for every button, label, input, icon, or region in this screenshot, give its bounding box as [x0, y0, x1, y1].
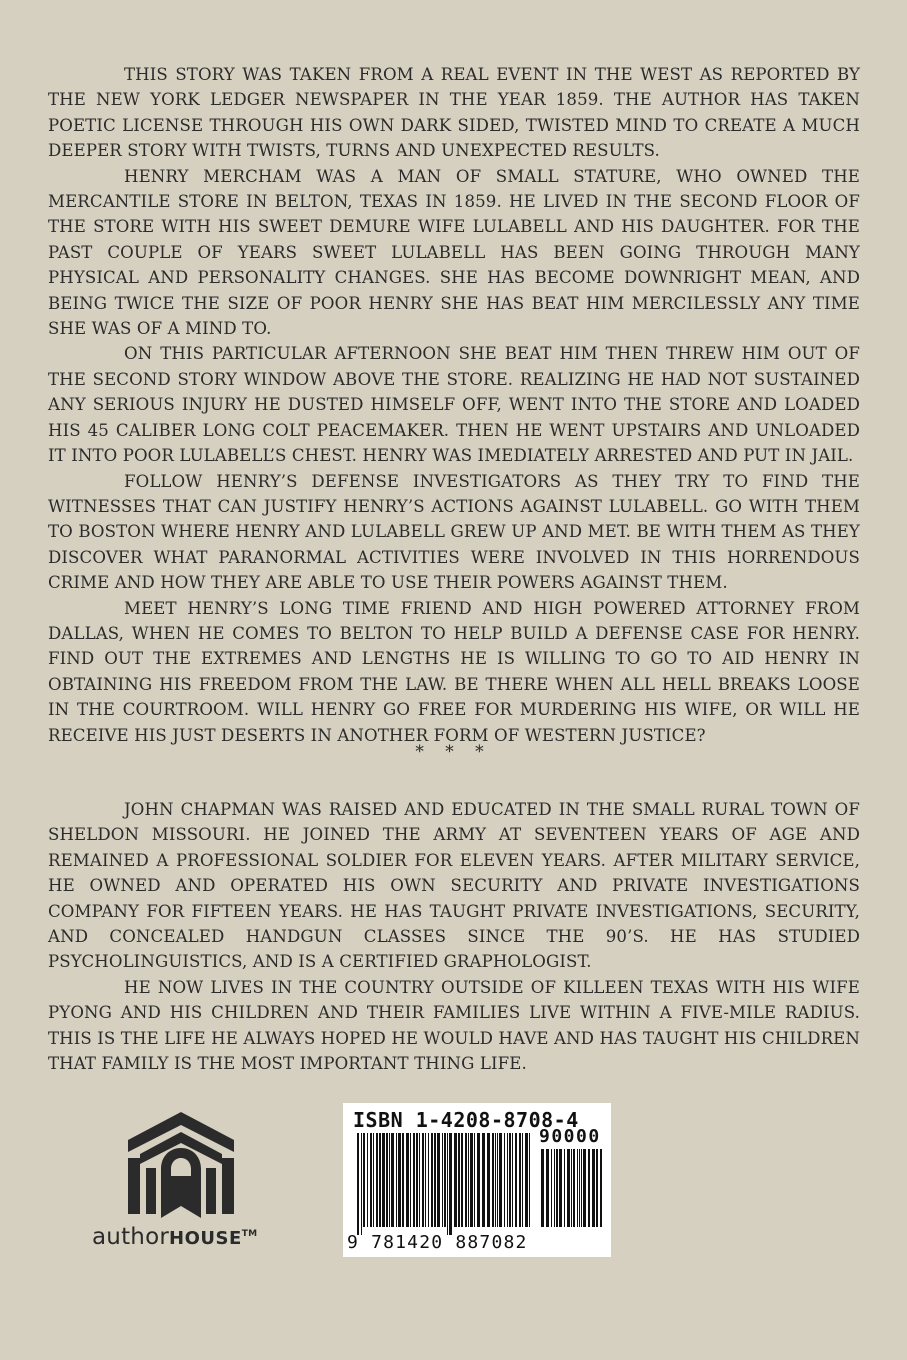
barcode-bar: [442, 1133, 443, 1227]
barcode-bar: [465, 1133, 467, 1227]
barcode-bar: [461, 1133, 463, 1227]
barcode-bar: [468, 1133, 469, 1227]
barcode-bar: [487, 1133, 490, 1227]
barcode-bar: [425, 1133, 426, 1227]
trademark-mark: TM: [241, 1229, 258, 1239]
barcode-bar: [596, 1149, 598, 1227]
publisher-logo: [88, 1112, 278, 1252]
synopsis-paragraph: THIS STORY WAS TAKEN FROM A REAL EVENT IN THE WEST AS REPORTED BY THE NEW YORK LEDGER NEWSPAPER IN THE YEAR 1859. THE AUTHOR HAS TAKEN POETIC LICENSE THROUGH HIS OWN DARK SIDED, TWISTED MIND TO CREATE A MUCH DEEPER STORY WITH TWISTS, TURNS AND UNEXPECTED RESULTS.: [48, 65, 860, 161]
barcode-bar: [573, 1149, 575, 1227]
barcode-bar: [556, 1149, 558, 1227]
barcode-bar: [413, 1133, 415, 1227]
barcode-bar: [419, 1133, 420, 1227]
barcode-bar: [428, 1133, 429, 1227]
barcode-bar: [370, 1133, 372, 1227]
barcode-bar: [373, 1133, 374, 1227]
barcode-bar: [504, 1133, 505, 1227]
barcode-bar: [376, 1133, 378, 1227]
barcode-bar: [379, 1133, 381, 1227]
barcode-bar: [509, 1133, 511, 1227]
barcode-bar: [541, 1149, 544, 1227]
barcode-bar: [391, 1133, 394, 1227]
barcode-bar: [522, 1133, 523, 1227]
barcode-bar: [592, 1149, 595, 1227]
barcode-bar: [434, 1133, 436, 1227]
barcode-bar: [529, 1133, 530, 1227]
barcode-bar: [431, 1133, 433, 1227]
barcode-bar: [410, 1133, 411, 1227]
ean-number: 9 781420 887082: [347, 1232, 528, 1253]
barcode-bar: [437, 1133, 440, 1227]
barcode-bar: [497, 1133, 498, 1227]
synopsis-paragraph: HENRY MERCHAM WAS A MAN OF SMALL STATURE, WHO OWNED THE MERCANTILE STORE IN BELTON, TEXAS IN 1859. HE LIVED IN THE SECOND FLOOR OF THE STORE WITH HIS SWEET DEMURE WIFE LULABELL AND HIS DAUGHTER. FOR THE PAST COUPLE OF YEARS SWEET LULABELL HAS BEEN GOING THROUGH MANY PHYSICAL AND PERSONALITY CHANGES. SHE HAS BECOME DOWNRIGHT MEAN, AND BEING TWICE THE SIZE OF POOR HENRY SHE HAS BEAT HIM MERCILESSLY ANY TIME SHE WAS OF A MIND TO.: [48, 166, 860, 339]
barcode-bar: [512, 1133, 513, 1227]
barcode-bar: [571, 1149, 572, 1227]
barcode-bar: [600, 1149, 602, 1227]
section-separator: * * *: [415, 742, 492, 762]
synopsis-paragraph: MEET HENRY’S LONG TIME FRIEND AND HIGH POWERED ATTORNEY FROM DALLAS, WHEN HE COMES TO BELTON TO HELP BUILD A DEFENSE CASE FOR HENRY. FIND OUT THE EXTREMES AND LENGTHS HE IS WILLING TO GO TO AID HENRY IN OBTAINING HIS FREEDOM FROM THE LAW. BE THERE WHEN ALL HELL BREAKS LOOSE IN THE COURTROOM. WILL HENRY GO FREE FOR MURDERING HIS WIFE, OR WILL HE RECEIVE HIS JUST DESERTS IN ANOTHER FORM OF WESTERN JUSTICE?: [48, 598, 860, 745]
barcode-bar: [454, 1133, 457, 1227]
barcode-bar: [386, 1133, 388, 1227]
synopsis-text: [48, 62, 860, 748]
barcode-bar: [470, 1133, 473, 1227]
barcode-bar: [507, 1133, 508, 1227]
barcode-bar: [367, 1133, 368, 1227]
barcode-bar: [474, 1133, 475, 1227]
barcode-bar: [389, 1133, 390, 1227]
synopsis-paragraph: FOLLOW HENRY’S DEFENSE INVESTIGATORS AS THEY TRY TO FIND THE WITNESSES THAT CAN JUSTIFY HENRY’S ACTIONS AGAINST LULABELL. GO WITH THEM TO BOSTON WHERE HENRY AND LULABELL GREW UP AND MET. BE WITH THEM AS THEY DISCOVER WHAT PARANORMAL ACTIVITIES WERE INVOLVED IN THIS HORRENDOUS CRIME AND HOW THEY ARE ABLE TO USE THEIR POWERS AGAINST THEM.: [48, 471, 860, 593]
isbn-barcode: [343, 1103, 611, 1257]
barcode-bar: [499, 1133, 502, 1227]
barcode-bar: [492, 1133, 494, 1227]
barcode-bar: [422, 1133, 424, 1227]
barcode-bar: [382, 1133, 385, 1227]
publisher-name-part2: HOUSE: [169, 1228, 242, 1249]
barcode-bar: [588, 1149, 590, 1227]
barcode-bar: [559, 1149, 562, 1227]
barcode-bar: [525, 1133, 528, 1227]
isbn-label: ISBN 1-4208-8708-4: [353, 1108, 579, 1132]
barcode-bar: [444, 1133, 446, 1227]
publisher-name-part1: author: [92, 1224, 169, 1250]
barcode-bar: [363, 1133, 365, 1227]
barcode-bar: [554, 1149, 555, 1227]
barcode-bar: [357, 1133, 359, 1235]
barcode-bar: [447, 1133, 448, 1235]
barcode-bar: [495, 1133, 496, 1227]
barcode-bar: [402, 1133, 404, 1227]
bio-paragraph: HE NOW LIVES IN THE COUNTRY OUTSIDE OF KILLEEN TEXAS WITH HIS WIFE PYONG AND HIS CHILDREN AND THEIR FAMILIES LIVE WITHIN A FIVE-MILE RADIUS. THIS IS THE LIFE HE ALWAYS HOPED HE WOULD HAVE AND HAS TAUGHT HIS CHILDREN THAT FAMILY IS THE MOST IMPORTANT THING LIFE.: [48, 977, 860, 1074]
barcode-bar: [482, 1133, 485, 1227]
publisher-name: [92, 1224, 257, 1250]
addon-bars: [541, 1149, 603, 1235]
barcode-bar: [567, 1149, 570, 1227]
barcode-bar: [583, 1149, 586, 1227]
barcode-bar: [449, 1133, 452, 1235]
barcode-bar: [477, 1133, 480, 1227]
barcode-bar: [416, 1133, 418, 1227]
barcode-bar: [564, 1149, 565, 1227]
barcode-bar: [458, 1133, 460, 1227]
house-bookmark-icon: [128, 1112, 234, 1220]
ean-bars: [357, 1133, 533, 1235]
barcode-bar: [579, 1149, 580, 1227]
barcode-bar: [396, 1133, 397, 1227]
barcode-bar: [519, 1133, 521, 1227]
barcode-bar: [361, 1133, 362, 1235]
barcode-bar: [577, 1149, 578, 1227]
addon-number: 90000: [539, 1126, 601, 1147]
barcode-bar: [581, 1149, 582, 1227]
barcode-bar: [546, 1149, 549, 1227]
bio-paragraph: JOHN CHAPMAN WAS RAISED AND EDUCATED IN THE SMALL RURAL TOWN OF SHELDON MISSOURI. HE JOINED THE ARMY AT SEVENTEEN YEARS OF AGE AND REMAINED A PROFESSIONAL SOLDIER FOR ELEVEN YEARS. AFTER MILITARY SERVICE, HE OWNED AND OPERATED HIS OWN SECURITY AND PRIVATE INVESTIGATIONS COMPANY FOR FIFTEEN YEARS. HE HAS TAUGHT PRIVATE INVESTIGATIONS, SECURITY, AND CONCEALED HANDGUN CLASSES SINCE THE 90’S. HE HAS STUDIED PSYCHOLINGUISTICS, AND IS A CERTIFIED GRAPHOLOGIST.: [48, 800, 860, 972]
synopsis-paragraph: ON THIS PARTICULAR AFTERNOON SHE BEAT HIM THEN THREW HIM OUT OF THE SECOND STORY WINDOW ABOVE THE STORE. REALIZING HE HAD NOT SUSTAINED ANY SERIOUS INJURY HE DUSTED HIMSELF OFF, WENT INTO THE STORE AND LOADED HIS 45 CALIBER LONG COLT PEACEMAKER. THEN HE WENT UPSTAIRS AND UNLOADED IT INTO POOR LULABELL’S CHEST. HENRY WAS IMEDIATELY ARRESTED AND PUT IN JAIL.: [48, 344, 860, 466]
barcode-bar: [515, 1133, 517, 1227]
barcode-bar: [406, 1133, 409, 1227]
barcode-bar: [398, 1133, 401, 1227]
barcode-bar: [551, 1149, 552, 1227]
author-bio: [48, 797, 860, 1076]
